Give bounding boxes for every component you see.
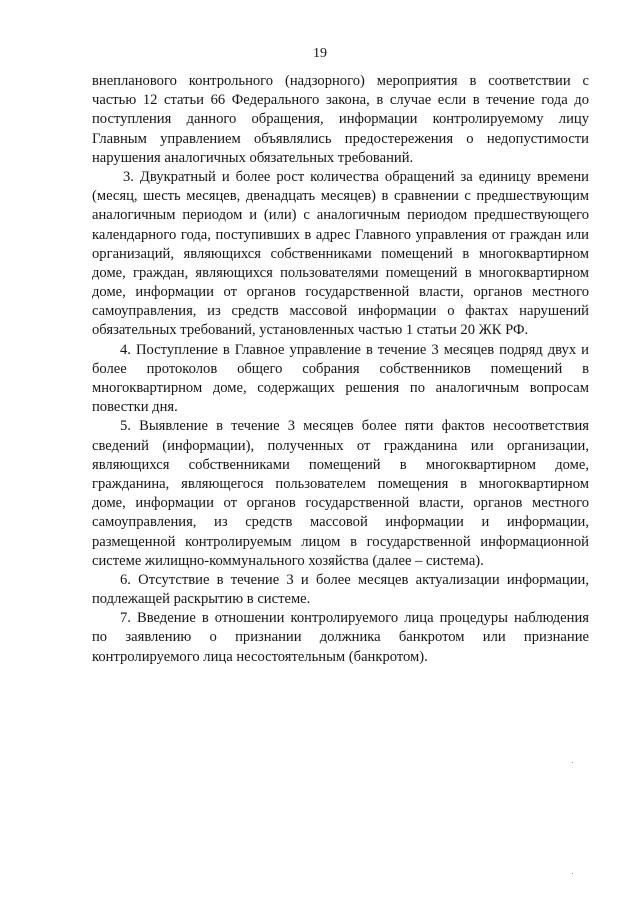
text-line: доме, информации от органов государственной власти, органов местного — [92, 284, 589, 301]
text-line: нарушения аналогичных обязательных требований. — [92, 149, 414, 166]
text-line: более протоколов общего собрания собственников помещений в — [92, 360, 589, 377]
text-line: (месяц, шесть месяцев, двенадцать месяцев) в сравнении с предшествующим — [92, 188, 589, 205]
text-line: подлежащей раскрытию в системе. — [92, 591, 311, 608]
text-line: 5. Выявление в течение 3 месяцев более пяти фактов несоответствия — [120, 418, 589, 435]
text-line: 3. Двукратный и более рост количества обращений за единицу времени — [123, 168, 589, 185]
text-line: многоквартирном доме, содержащих решения по аналогичным вопросам — [92, 380, 589, 396]
text-line: внепланового контрольного (надзорного) мероприятия в соответствии с — [92, 73, 589, 89]
text-line: поступления данного обращения, информации контролируемому лицу — [92, 111, 589, 128]
document-body — [92, 72, 589, 667]
text-line: Главным управлением объявлялись предостережения о недопустимости — [92, 130, 589, 147]
paragraph-continuation — [92, 72, 589, 168]
text-line: календарного года, поступивших в адрес Главного управления от граждан или — [92, 226, 589, 243]
text-line: 7. Введение в отношении контролируемого лица процедуры наблюдения — [120, 610, 589, 627]
paragraph-item-5 — [92, 417, 589, 571]
text-line: аналогичным периодом и (или) с аналогичным периодом предшествующего — [92, 207, 589, 224]
text-line: частью 12 статьи 66 Федерального закона, в случае если в течение года до — [92, 92, 589, 109]
text-line: обязательных требований, установленных частью 1 статьи 20 ЖК РФ. — [92, 322, 529, 339]
text-line: доме, информации от органов государственной власти, органов местного — [92, 495, 589, 512]
text-line: 4. Поступление в Главное управление в течение 3 месяцев подряд двух и — [120, 341, 589, 358]
paragraph-item-4 — [92, 341, 589, 418]
text-line: сведений (информации), полученных от гражданина или организации, — [92, 437, 589, 454]
text-line: гражданина, являющегося пользователем помещения в многоквартирном — [92, 475, 589, 492]
paragraph-item-7 — [92, 609, 589, 667]
text-line: самоуправления, из средств массовой информации о фактах нарушений — [92, 303, 589, 320]
text-line: повестки дня. — [92, 399, 178, 416]
text-line: являющихся собственниками помещений в многоквартирном доме, — [92, 456, 589, 473]
text-line: доме, граждан, являющихся пользователями помещений в многоквартирном — [92, 264, 589, 281]
text-line: самоуправления, из средств массовой информации и информации, — [92, 514, 589, 531]
text-line: организаций, являющихся собственниками помещений в многоквартирном — [92, 245, 589, 262]
scan-speck — [572, 762, 573, 763]
text-line: по заявлению о признании должника банкротом или признание — [92, 629, 589, 646]
page-number: 19 — [313, 46, 327, 61]
paragraph-item-6 — [92, 571, 589, 609]
text-line: системе жилищно-коммунального хозяйства (далее – система). — [92, 552, 484, 569]
text-line: размещенной контролируемым лицом в государственной информационной — [92, 533, 589, 550]
paragraph-item-3 — [92, 168, 589, 341]
text-line: контролируемого лица несостоятельным (банкротом). — [92, 648, 428, 665]
scan-speck — [572, 873, 573, 874]
text-line: 6. Отсутствие в течение 3 и более месяцев актуализации информации, — [120, 571, 589, 588]
